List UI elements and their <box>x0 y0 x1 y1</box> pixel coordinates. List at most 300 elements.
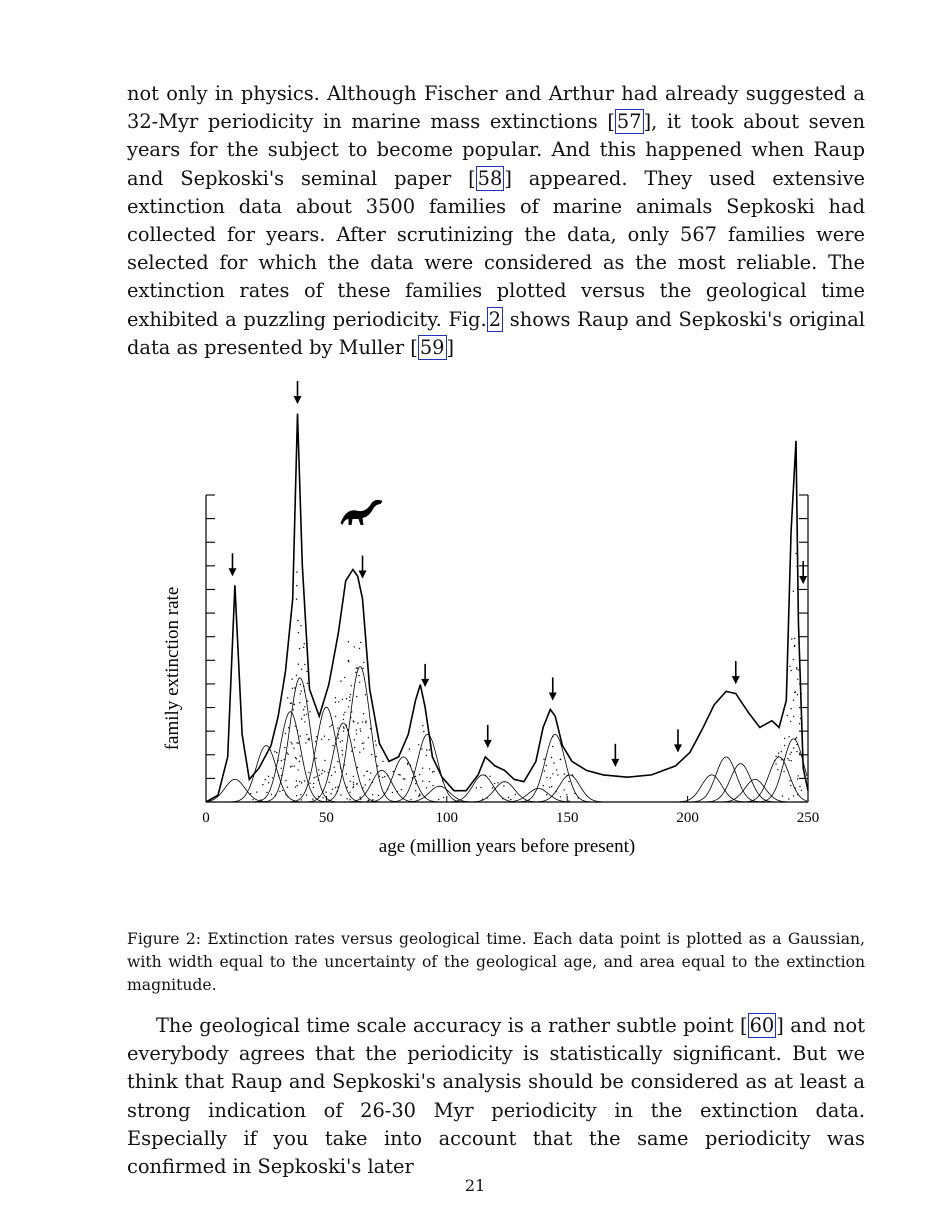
stipple-dot <box>350 694 351 695</box>
stipple-dot <box>262 784 263 785</box>
stipple-dot <box>412 778 413 779</box>
stipple-dot <box>293 748 294 749</box>
stipple-dot <box>392 792 393 793</box>
stipple-dot <box>360 799 361 800</box>
stipple-dot <box>304 643 305 644</box>
stipple-dot <box>353 784 354 785</box>
stipple-dot <box>309 783 310 784</box>
stipple-dot <box>798 775 799 776</box>
gaussian-component <box>700 764 780 802</box>
stipple-dot <box>349 696 350 697</box>
stipple-dot <box>296 585 297 586</box>
stipple-dot <box>515 794 516 795</box>
stipple-dot <box>334 767 335 768</box>
stipple-dot <box>293 709 294 710</box>
stipple-dot <box>551 786 552 787</box>
stipple-dot <box>413 771 414 772</box>
stipple-dot <box>552 736 553 737</box>
stipple-dot <box>404 778 405 779</box>
stipple-dot <box>307 701 308 702</box>
x-tick-label: 150 <box>555 810 579 826</box>
stipple-dot <box>384 776 385 777</box>
stipple-dot <box>349 799 350 800</box>
stipple-dot <box>790 708 791 709</box>
stipple-dot <box>376 745 377 746</box>
stipple-dot <box>553 762 554 763</box>
stipple-dot <box>419 774 420 775</box>
stipple-dot <box>360 642 361 643</box>
paragraph-text: not only in physics. Although Fischer and Arthur had already suggested a 32-Myr periodicity in marine mass extinctions [ <box>127 82 865 134</box>
x-tick-label: 50 <box>318 810 334 826</box>
stipple-dot <box>497 782 498 783</box>
stipple-dot <box>278 775 279 776</box>
stipple-dot <box>502 798 503 799</box>
stipple-dot <box>793 659 794 660</box>
stipple-dot <box>372 799 373 800</box>
stipple-dot <box>337 791 338 792</box>
stipple-dot <box>775 756 776 757</box>
gaussian-component <box>498 789 578 803</box>
gaussian-component <box>443 775 523 802</box>
extinction-arrow-head <box>799 576 807 584</box>
stipple-dot <box>322 797 323 798</box>
stipple-dot <box>346 698 347 699</box>
stipple-dot <box>279 791 280 792</box>
stipple-dot <box>797 694 798 695</box>
stipple-dot <box>276 752 277 753</box>
stipple-dot <box>295 786 296 787</box>
stipple-dot <box>309 739 310 740</box>
stipple-dot <box>572 774 573 775</box>
stipple-dot <box>422 768 423 769</box>
stipple-dot <box>266 792 267 793</box>
extinction-event-arrows <box>228 381 807 767</box>
stipple-dot <box>313 787 314 788</box>
stipple-dot <box>387 788 388 789</box>
stipple-dot <box>344 764 345 765</box>
gaussian-component <box>715 779 795 802</box>
stipple-dot <box>376 756 377 757</box>
stipple-dot <box>356 784 357 785</box>
citation-link-58[interactable]: 58 <box>477 166 503 190</box>
stipple-dot <box>354 747 355 748</box>
stipple-dot <box>426 787 427 788</box>
stipple-dot <box>372 782 373 783</box>
stipple-dot <box>340 794 341 795</box>
stipple-dot <box>560 796 561 797</box>
stipple-dot <box>438 799 439 800</box>
stipple-dot <box>796 553 797 554</box>
stipple-dot <box>304 690 305 691</box>
citation-link-59[interactable]: 59 <box>419 335 445 359</box>
gaussian-component <box>671 775 751 802</box>
stipple-dot <box>546 777 547 778</box>
stipple-dot <box>319 775 320 776</box>
paragraph-text: ] appeared. They used extensive extinction data about 3500 families of marine animals Sepkoski had collected for years. After scrutinizing the data, only 567 families were selected for which the data were considered as the most reliable. The extinction rates of these families plotted versus the geological time exhibited a puzzling periodicity. Fig. <box>127 166 865 331</box>
stipple-dot <box>290 742 291 743</box>
stipple-dot <box>337 786 338 787</box>
stipple-dot <box>329 769 330 770</box>
stipple-dot <box>338 737 339 738</box>
stipple-dot <box>296 742 297 743</box>
stipple-dot <box>294 687 295 688</box>
stipple-dot <box>321 739 322 740</box>
stipple-dot <box>429 768 430 769</box>
stipple-dot <box>274 751 275 752</box>
stipple-dot <box>356 729 357 730</box>
stipple-dot <box>298 769 299 770</box>
stipple-dot <box>348 661 349 662</box>
page-number: 21 <box>464 1176 486 1195</box>
stipple-dot <box>566 794 567 795</box>
stipple-dot <box>351 711 352 712</box>
stipple-dot <box>340 680 341 681</box>
stipple-dot <box>797 794 798 795</box>
stipple-dot <box>318 779 319 780</box>
stipple-dot <box>275 795 276 796</box>
stipple-dot <box>306 794 307 795</box>
stipple-dot <box>359 752 360 753</box>
stipple-dot <box>350 717 351 718</box>
stipple-dot <box>285 794 286 795</box>
stipple-dot <box>337 727 338 728</box>
stipple-dot <box>300 794 301 795</box>
stipple-dot <box>296 571 297 572</box>
stipple-dot <box>343 728 344 729</box>
extinction-arrow-head <box>674 744 682 752</box>
stipple-dot <box>299 781 300 782</box>
stipple-dot <box>331 793 332 794</box>
stipple-dot <box>787 758 788 759</box>
stipple-dot <box>485 775 486 776</box>
paragraph-text: shows Raup and Sepkoski's original data as presented by Muller [ <box>127 307 865 359</box>
stipple-dot <box>268 776 269 777</box>
stipple-dot <box>795 738 796 739</box>
stipple-dot <box>343 731 344 732</box>
stipple-dot <box>297 785 298 786</box>
stipple-dot <box>489 776 490 777</box>
stipple-dot <box>300 693 301 694</box>
component-gaussians <box>206 553 807 803</box>
stipple-dot <box>365 784 366 785</box>
stipple-dot <box>296 758 297 759</box>
stipple-dot <box>285 733 286 734</box>
stipple-dot <box>304 780 305 781</box>
stipple-dot <box>332 745 333 746</box>
stipple-dot <box>272 777 273 778</box>
stipple-dot <box>287 697 288 698</box>
paragraph-1 <box>127 80 865 362</box>
stipple-dot <box>301 782 302 783</box>
stipple-dot <box>353 782 354 783</box>
stipple-dot <box>480 787 481 788</box>
stipple-dot <box>419 795 420 796</box>
stipple-dot <box>482 799 483 800</box>
stipple-dot <box>399 774 400 775</box>
stipple-dot <box>304 706 305 707</box>
x-tick-label: 100 <box>435 810 459 826</box>
stipple-dot <box>313 777 314 778</box>
stipple-dot <box>421 748 422 749</box>
stipple-dot <box>353 720 354 721</box>
stipple-dot <box>293 800 294 801</box>
stipple-dot <box>429 749 430 750</box>
stipple-dot <box>362 787 363 788</box>
stipple-dot <box>433 771 434 772</box>
stipple-dot <box>328 782 329 783</box>
stipple-dot <box>360 731 361 732</box>
stipple-dot <box>315 758 316 759</box>
stipple-dot <box>312 799 313 800</box>
stipple-dot <box>252 799 253 800</box>
stipple-dot <box>778 756 779 757</box>
stipple-dot <box>791 752 792 753</box>
stipple-dot <box>352 787 353 788</box>
stipple-dot <box>551 757 552 758</box>
stipple-dot <box>291 743 292 744</box>
extinction-arrow-head <box>732 676 740 684</box>
stipple-dot <box>335 771 336 772</box>
stipple-dot <box>346 787 347 788</box>
stipple-dot <box>432 785 433 786</box>
stipple-dot <box>492 787 493 788</box>
stipple-dot <box>344 712 345 713</box>
stipple-dot <box>282 790 283 791</box>
stipple-dot <box>354 739 355 740</box>
stipple-dot <box>278 760 279 761</box>
gaussian-component <box>286 707 367 802</box>
citation-link-60[interactable]: 60 <box>749 1014 775 1037</box>
stipple-dot <box>306 671 307 672</box>
stipple-dot <box>298 664 299 665</box>
paragraph-text: ], it took about seven years for the subject to become popular. And this happened when Raup and Sepkoski's seminal paper [ <box>127 110 866 190</box>
stipple-dot <box>322 770 323 771</box>
stipple-dot <box>256 791 257 792</box>
stipple-dot <box>359 797 360 798</box>
extinction-rate-curve <box>206 414 808 802</box>
stipple-dot <box>303 647 304 648</box>
stipple-dot <box>318 769 319 770</box>
stipple-dot <box>774 760 775 761</box>
stipple-dot <box>379 776 380 777</box>
stipple-dot <box>550 777 551 778</box>
stipple-dot <box>335 787 336 788</box>
stipple-dot <box>423 731 424 732</box>
stipple-dot <box>286 752 287 753</box>
paragraph-text: The geological time scale accuracy is a rather subtle point [ <box>156 1014 748 1037</box>
stipple-dot <box>407 762 408 763</box>
stipple-dot <box>342 754 343 755</box>
extinction-arrow-head <box>359 571 367 579</box>
dinosaur-icon <box>341 500 383 525</box>
stipple-dot <box>288 727 289 728</box>
extinction-arrow-head <box>228 568 236 576</box>
stipple-dot <box>429 781 430 782</box>
extinction-arrow-head <box>294 396 302 404</box>
stipple-dot <box>784 738 785 739</box>
stipple-dot <box>410 765 411 766</box>
stipple-dot <box>313 783 314 784</box>
gaussian-component <box>739 757 807 802</box>
stipple-dot <box>784 745 785 746</box>
stipple-dot <box>363 662 364 663</box>
stipple-dot <box>552 773 553 774</box>
stipple-dot <box>346 798 347 799</box>
stipple-dot <box>346 773 347 774</box>
stipple-dot <box>304 721 305 722</box>
stipple-dot <box>315 741 316 742</box>
stipple-dot <box>362 743 363 744</box>
stipple-dot <box>297 620 298 621</box>
stipple-dot <box>348 641 349 642</box>
stipple-dot <box>510 799 511 800</box>
stipple-dot <box>793 716 794 717</box>
stipple-dot <box>328 739 329 740</box>
stipple-dot <box>285 780 286 781</box>
stipple-dot <box>476 787 477 788</box>
stipple-dot <box>418 744 419 745</box>
stipple-dot <box>297 730 298 731</box>
stipple-dot <box>782 795 783 796</box>
stipple-dot <box>292 688 293 689</box>
stipple-dot <box>346 725 347 726</box>
x-tick-label: 0 <box>202 810 210 826</box>
stipple-dot <box>426 749 427 750</box>
stipple-dot <box>358 675 359 676</box>
gaussian-component <box>529 775 609 802</box>
stipple-dot <box>351 685 352 686</box>
stipple-dot <box>369 779 370 780</box>
stipple-dot <box>265 779 266 780</box>
stipple-dot <box>783 771 784 772</box>
stipple-dot <box>349 792 350 793</box>
stipple-dot <box>343 726 344 727</box>
stipple-dot <box>284 747 285 748</box>
stipple-dot <box>307 683 308 684</box>
stipple-dot <box>793 747 794 748</box>
stipple-dot <box>271 794 272 795</box>
x-tick-label: 200 <box>676 810 699 826</box>
stipple-dot <box>296 780 297 781</box>
stipple-dot <box>355 672 356 673</box>
stipple-dot <box>287 796 288 797</box>
paragraph-text: ] and not everybody agrees that the periodicity is statistically significant. But we think that Raup and Sepkoski's analysis should be considered as at least a strong indication of 26-30 Myr periodicity in the extinction data. Especially if you take into account that the same periodicity was confirmed in Sepkoski's later <box>127 1014 865 1179</box>
stipple-dot <box>357 668 358 669</box>
stipple-dot <box>796 744 797 745</box>
stipple-dot <box>567 775 568 776</box>
x-axis-label: age (million years before present) <box>378 836 636 857</box>
stipple-dot <box>360 728 361 729</box>
stipple-dot <box>578 797 579 798</box>
stipple-dot <box>309 738 310 739</box>
stipple-dot <box>422 725 423 726</box>
stipple-dot <box>357 722 358 723</box>
stipple-dot <box>362 721 363 722</box>
stipple-dot <box>795 691 796 692</box>
stipple-dot <box>300 625 301 626</box>
stipple-dot <box>315 776 316 777</box>
stipple-dot <box>287 754 288 755</box>
stipple-dot <box>299 761 300 762</box>
stipple-dot <box>797 679 798 680</box>
stipple-dot <box>331 775 332 776</box>
stipple-dot <box>432 771 433 772</box>
stipple-dot <box>443 797 444 798</box>
stipple-dot <box>281 775 282 776</box>
gaussian-component <box>387 734 467 802</box>
stipple-dot <box>340 768 341 769</box>
gaussian-component <box>363 757 443 802</box>
stipple-dot <box>781 759 782 760</box>
stipple-dot <box>348 660 349 661</box>
stipple-dot <box>409 748 410 749</box>
stipple-dot <box>362 668 363 669</box>
stipple-dot <box>552 746 553 747</box>
stipple-dot <box>415 790 416 791</box>
stipple-dot <box>801 790 802 791</box>
fossil-icons <box>341 500 383 525</box>
stipple-dot <box>260 799 261 800</box>
stipple-dot <box>789 780 790 781</box>
stipple-dot <box>304 664 305 665</box>
stipple-dot <box>788 798 789 799</box>
stipple-dot <box>326 792 327 793</box>
stipple-dot <box>349 700 350 701</box>
stipple-dot <box>291 766 292 767</box>
stipple-dot <box>789 753 790 754</box>
stipple-dot <box>799 723 800 724</box>
stipple-dot <box>316 736 317 737</box>
y-axis-label: family extinction rate <box>162 586 183 751</box>
stipple-dot <box>564 773 565 774</box>
stipple-dot <box>357 767 358 768</box>
extinction-arrow-head <box>611 759 619 767</box>
stipple-dot <box>347 729 348 730</box>
extinction-arrow-head <box>484 740 492 748</box>
stipple-dot <box>789 666 790 667</box>
stipple-dot <box>415 783 416 784</box>
stipple-dot <box>401 789 402 790</box>
stipple-dot <box>304 714 305 715</box>
stipple-dot <box>353 786 354 787</box>
stipple-dot <box>344 677 345 678</box>
stipple-dot <box>351 750 352 751</box>
stipple-dot <box>407 764 408 765</box>
extinction-rate-chart <box>150 365 830 865</box>
stipple-dot <box>301 799 302 800</box>
stipple-dot <box>281 760 282 761</box>
stipple-dot <box>393 771 394 772</box>
stipple-dot <box>415 776 416 777</box>
stipple-dot <box>549 787 550 788</box>
stipple-dot <box>442 781 443 782</box>
citation-link-57[interactable]: 57 <box>616 110 642 134</box>
stipple-dot <box>331 724 332 725</box>
stipple-dot <box>328 772 329 773</box>
stipple-dot <box>797 778 798 779</box>
stipple-dot <box>555 791 556 792</box>
stipple-dot <box>788 760 789 761</box>
figure-link-2[interactable]: 2 <box>488 307 502 331</box>
extinction-arrow-head <box>421 679 429 687</box>
stipple-dot <box>340 741 341 742</box>
stipple-dot <box>290 703 291 704</box>
stipple-dot <box>363 775 364 776</box>
stipple-dot <box>363 742 364 743</box>
stipple-dot <box>318 796 319 797</box>
stipple-dot <box>424 797 425 798</box>
stipple-dot <box>296 795 297 796</box>
